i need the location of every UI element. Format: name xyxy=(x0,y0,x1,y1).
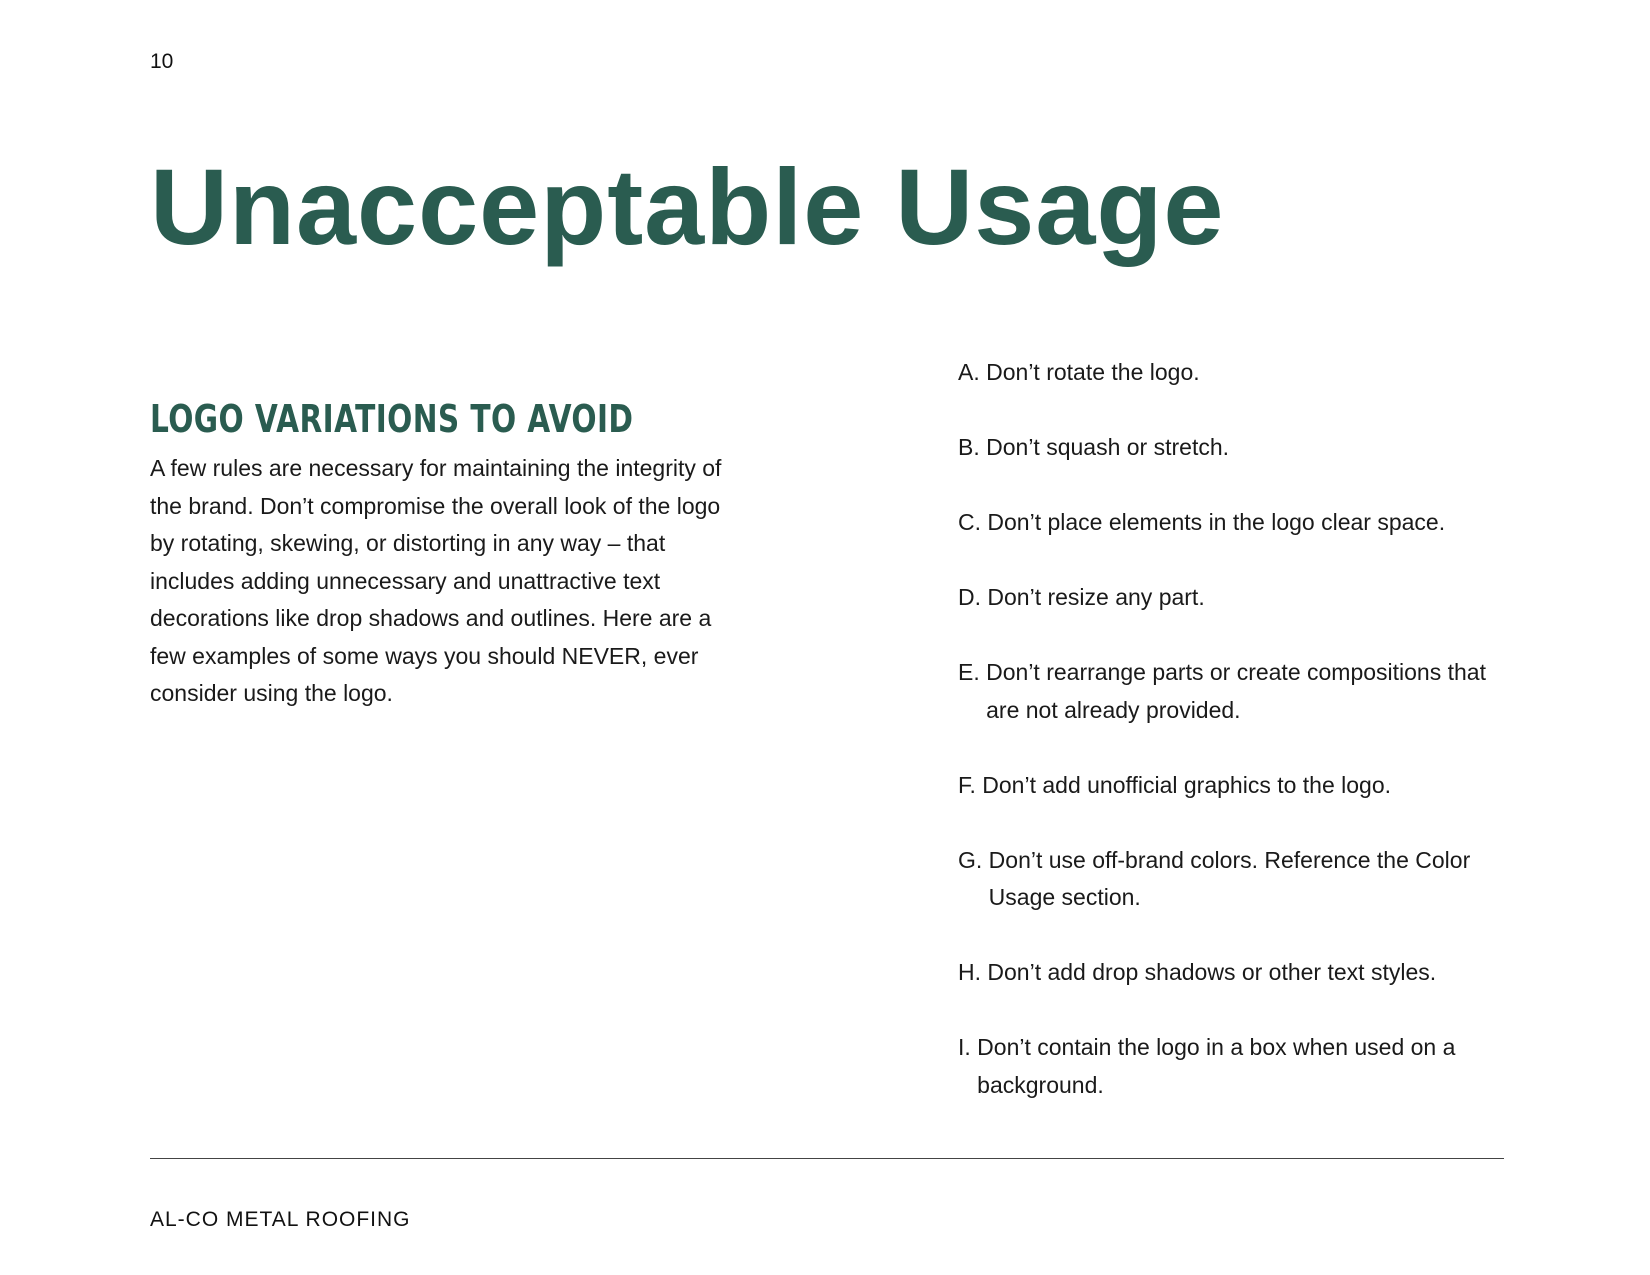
rules-list xyxy=(958,354,1518,1142)
rule-item-d xyxy=(958,579,1518,617)
rule-letter: H. xyxy=(958,959,988,985)
rule-letter: E. xyxy=(958,659,987,685)
rule-text: Don’t use off-brand colors. Reference the Color Usage section. xyxy=(988,846,1471,910)
rule-letter: D. xyxy=(958,584,988,610)
page-title: Unacceptable Usage xyxy=(150,146,1225,267)
page-number: 10 xyxy=(150,50,174,73)
rule-item-e xyxy=(958,654,1518,729)
rule-item-a xyxy=(958,354,1518,392)
rule-letter: I. xyxy=(958,1034,978,1060)
footer-divider xyxy=(150,1158,1504,1159)
rule-text: Don’t squash or stretch. xyxy=(986,434,1230,460)
intro-paragraph: A few rules are necessary for maintaining the integrity of the brand. Don’t compromise the overall look of the logo by rotating, skewing, or distorting in any way – that includes adding unnecessary and unattractive text decorations like drop shadows and outlines. Here are a few examples of some ways you should NEVER, ever consider using the logo. xyxy=(150,455,722,706)
rule-item-i xyxy=(958,1029,1518,1104)
rule-text: Don’t rearrange parts or create compositions that are not already provided. xyxy=(986,659,1486,723)
rule-text: Don’t add unofficial graphics to the logo. xyxy=(982,771,1392,798)
rule-item-c xyxy=(958,504,1518,542)
rule-text: Don’t contain the logo in a box when used on a background. xyxy=(977,1034,1456,1098)
rule-item-g xyxy=(958,842,1518,917)
rule-item-f xyxy=(958,767,1518,805)
rule-letter: B. xyxy=(958,434,987,460)
footer-brand: AL-CO METAL ROOFING xyxy=(150,1208,411,1231)
rule-letter: G. xyxy=(958,846,989,873)
rule-text: Don’t rotate the logo. xyxy=(986,359,1200,385)
rule-letter: C. xyxy=(958,509,988,535)
rule-text: Don’t resize any part. xyxy=(987,584,1205,610)
rule-letter: A. xyxy=(958,359,987,385)
rule-letter: F. xyxy=(958,771,983,798)
rule-text: Don’t place elements in the logo clear space. xyxy=(987,509,1446,535)
rule-item-b xyxy=(958,429,1518,467)
rule-item-h xyxy=(958,954,1518,992)
rule-text: Don’t add drop shadows or other text styles. xyxy=(987,959,1437,985)
intro-section xyxy=(150,396,750,713)
section-heading: LOGO VARIATIONS TO AVOID xyxy=(150,397,634,441)
